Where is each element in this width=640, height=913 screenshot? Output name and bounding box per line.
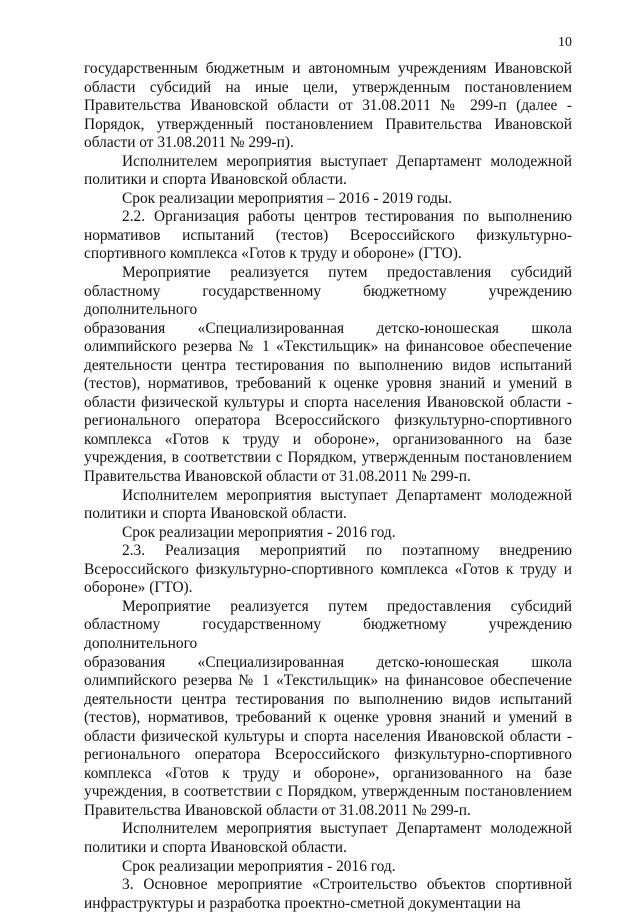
text-line: образования «Специализированная детско-юношеская школа (84, 319, 572, 337)
text-line: Правительства Ивановской области от 31.08.2011 № 299-п (далее - (84, 97, 572, 115)
text-line: Правительства Ивановской области от 31.08.2011 № 299-п. (84, 801, 471, 819)
paragraph-p5 (84, 264, 572, 487)
text-line: Всероссийского физкультурно-спортивного комплекса «Готов к труду и (84, 560, 572, 578)
text-line: 2.3. Реализация мероприятий по поэтапному внедрению (122, 542, 572, 560)
text-line: Срок реализации мероприятия - 2016 год. (122, 523, 396, 541)
text-line: регионального оператора Всероссийского физкультурно-спортивного (84, 746, 572, 764)
paragraph-p2 (84, 153, 572, 190)
text-line: Срок реализации мероприятия – 2016 - 2019 годы. (122, 189, 453, 207)
text-line: политики и спорта Ивановской области. (84, 505, 347, 523)
text-line: учреждения, в соответствии с Порядком, утвержденным постановлением (84, 783, 572, 801)
text-line: политики и спорта Ивановской области. (84, 171, 347, 189)
text-line: государственным бюджетным и автономным учреждениям Ивановской (84, 60, 572, 77)
text-line: спортивного комплекса «Готов к труду и обороне» (ГТО). (84, 245, 462, 263)
paragraph-p10 (84, 820, 572, 857)
text-line: регионального оператора Всероссийского физкультурно-спортивного (84, 412, 572, 430)
text-line: (тестов), нормативов, требований к оценке уровня знаний и умений в (84, 709, 572, 727)
text-line: областному государственному бюджетному учреждению дополнительного (84, 616, 572, 652)
text-line: Правительства Ивановской области от 31.08.2011 № 299-п. (84, 468, 471, 486)
text-line: области от 31.08.2011 № 299-п). (84, 134, 294, 152)
page-number: 10 (558, 35, 572, 50)
text-line: (тестов), нормативов, требований к оценке уровня знаний и умений в (84, 375, 572, 393)
document-body (84, 60, 572, 913)
text-line: области физической культуры и спорта населения Ивановской области - (84, 727, 572, 745)
text-line: обороне» (ГТО). (84, 579, 193, 597)
paragraph-p7 (84, 524, 572, 543)
text-line: областному государственному бюджетному учреждению дополнительного (84, 282, 572, 319)
paragraph-p4 (84, 208, 572, 264)
text-line: комплекса «Готов к труду и обороне», организованного на базе (84, 430, 572, 448)
text-line: олимпийского резерва № 1 «Текстильщик» на финансовое обеспечение (84, 338, 572, 356)
text-line: образования «Специализированная детско-юношеская школа (84, 653, 572, 671)
text-line: Исполнителем мероприятия выступает Департамент молодежной (122, 820, 572, 838)
text-line: области физической культуры и спорта населения Ивановской области - (84, 393, 572, 411)
text-line: инфраструктуры и разработка проектно-сметной документации на (84, 894, 521, 912)
paragraph-p12 (84, 876, 572, 913)
paragraph-p8 (84, 542, 572, 598)
text-line: Порядок, утвержденный постановлением Правительства Ивановской (84, 115, 572, 133)
text-line: 3. Основное мероприятие «Строительство объектов спортивной (122, 876, 572, 894)
text-line: Исполнителем мероприятия выступает Департамент молодежной (122, 152, 572, 170)
text-line: учреждения, в соответствии с Порядком, утвержденным постановлением (84, 449, 572, 467)
text-line: Исполнителем мероприятия выступает Департамент молодежной (122, 486, 572, 504)
paragraph-p6 (84, 487, 572, 524)
text-line: деятельности центра тестирования по выполнению видов испытаний (84, 690, 572, 708)
text-line: Мероприятие реализуется путем предоставления субсидий (122, 264, 572, 282)
text-line: Мероприятие реализуется путем предоставления субсидий (122, 597, 572, 615)
text-line: Срок реализации мероприятия - 2016 год. (122, 857, 396, 875)
text-line: комплекса «Готов к труду и обороне», организованного на базе (84, 764, 572, 782)
text-line: области субсидий на иные цели, утвержденным постановлением (84, 78, 572, 96)
paragraph-p1 (84, 60, 572, 153)
text-line: нормативов испытаний (тестов) Всероссийского физкультурно- (84, 226, 572, 244)
text-line: олимпийского резерва № 1 «Текстильщик» на финансовое обеспечение (84, 672, 572, 690)
paragraph-p9 (84, 598, 572, 821)
text-line: 2.2. Организация работы центров тестирования по выполнению (122, 208, 572, 226)
text-line: деятельности центра тестирования по выполнению видов испытаний (84, 356, 572, 374)
paragraph-p3 (84, 190, 572, 209)
text-line: политики и спорта Ивановской области. (84, 838, 347, 856)
paragraph-p11 (84, 858, 572, 877)
